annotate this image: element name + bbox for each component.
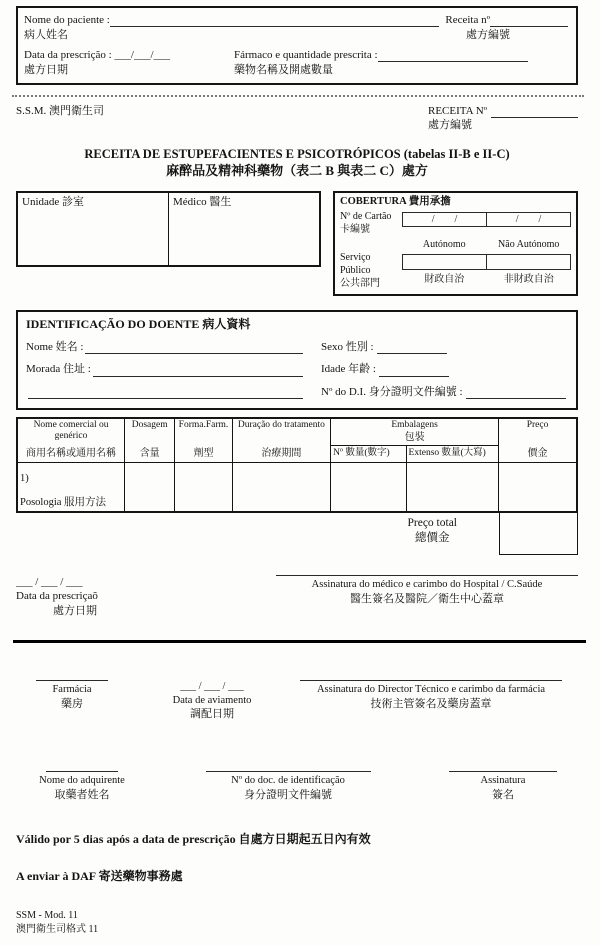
form-model-label-zh: 澳門衛生司格式 11: [16, 923, 99, 935]
prescription-date-label-zh: 處方日期: [53, 604, 97, 617]
acquirer-signature-line: [449, 771, 557, 772]
receita-no-label-zh: 處方編號: [466, 29, 510, 42]
address-label: Morada 住址 :: [26, 363, 91, 376]
pharmacy-block: [16, 680, 128, 722]
dispensing-date-label-pt: Data de aviamento: [172, 694, 252, 706]
name-field: [26, 340, 303, 354]
form-title-pt: RECEITA DE ESTUPEFACIENTES E PSICOTRÓPICOS (tabelas II-B e II-C): [84, 146, 510, 161]
name-label: Nome 姓名 :: [26, 341, 84, 354]
acquirer-id-doc-line: [206, 771, 371, 772]
col-price-pt: Preço: [526, 420, 549, 431]
dispensing-date-label-zh: 調配日期: [190, 708, 234, 721]
med-form-cell: [175, 462, 232, 512]
col-header-duration: [232, 418, 331, 462]
prescription-date-row-zh: [24, 63, 568, 77]
patient-identification-title: IDENTIFICAÇÃO DO DOENTE 病人資料: [26, 316, 251, 331]
col-dosage-zh: 含量: [139, 448, 160, 460]
medication-row-1: [17, 462, 577, 512]
col-duration-zh: 治療期間: [261, 448, 302, 460]
dotted-separator: [12, 95, 584, 97]
acquirer-id-doc-block: [176, 771, 401, 802]
id-doc-field: [321, 385, 566, 399]
form-title-zh: 麻醉品及精神科藥物（表二 B 與表二 C）處方: [166, 163, 428, 179]
acquirer-id-doc-label-pt: Nº do doc. de identificação: [231, 775, 345, 787]
sex-label: Sexo 性別 :: [321, 341, 374, 354]
patient-name-label: Nome do paciente :: [24, 14, 110, 26]
med-duration-cell: [232, 462, 331, 512]
cobertura-title: COBERTURA 費用承擔: [340, 195, 451, 207]
nao-autonomo-checkbox: [487, 254, 572, 270]
doctor-signature-label-zh: 醫生簽名及醫院／衛生中心蓋章: [350, 592, 504, 605]
unidade-cell: [18, 193, 168, 265]
receita-number-block: [428, 104, 578, 133]
pharmacy-row: [16, 680, 578, 722]
cobertura-box: [333, 191, 578, 296]
ssm-org-label: S.S.M. 澳門衛生司: [16, 105, 105, 118]
pharmacy-line: [36, 680, 108, 681]
total-price-labels: [408, 513, 458, 555]
autonomo-checkbox: [402, 254, 487, 270]
form-title: [16, 146, 578, 180]
id-doc-label: Nº do D.I. 身分證明文件編號 :: [321, 385, 463, 398]
acquirer-name-block: [16, 771, 148, 802]
receita-number-line: [491, 105, 578, 118]
patient-name-line: [110, 14, 440, 27]
med-name-cell: [17, 462, 125, 512]
director-signature-label-pt: Assinatura do Director Técnico e carimbo da farmácia: [316, 683, 546, 695]
dispensing-date-block: [142, 680, 282, 722]
card-number-label-pt: Nº de Cartão: [340, 210, 392, 222]
pharmacy-label-pt: Farmácia: [52, 683, 92, 695]
acquirer-name-label-pt: Nome do adquirente: [39, 775, 125, 787]
total-price-row: [16, 513, 578, 555]
name-sex-row: [26, 340, 566, 354]
prescription-date-label: Data da prescrição : ___/___/___: [24, 48, 171, 61]
col-header-name: [17, 418, 125, 462]
acquirer-name-label-zh: 取藥者姓名: [54, 789, 110, 802]
age-label: Idade 年齡 :: [321, 363, 376, 376]
total-price-box: [499, 513, 578, 555]
servico-publico-row: [340, 239, 571, 290]
address-line-2: [28, 386, 303, 399]
table-header-row: [17, 418, 577, 445]
drug-qty-line: [378, 49, 528, 62]
col-name-zh: 商用名稱或通用名稱: [26, 448, 117, 460]
med-row-index: 1): [20, 472, 29, 484]
card-number-labels: [340, 210, 402, 236]
send-to-daf-note: A enviar à DAF 寄送藥物事務處: [16, 868, 183, 883]
director-signature-line: [300, 680, 562, 681]
form-model-label: SSM - Mod. 11: [16, 909, 78, 921]
prescriber-signature-row: [16, 575, 578, 618]
med-qty-numeric-cell: [331, 462, 406, 512]
col-dosage-pt: Dosagem: [131, 420, 168, 431]
prescription-date-slashes: ___ / ___ / ___: [16, 575, 83, 588]
autonomo-grid: [402, 239, 571, 290]
receita-no-label: Receita nº: [445, 14, 490, 26]
age-field: [321, 362, 566, 376]
nao-autonomo-label-zh: 非財政自治: [503, 273, 554, 285]
acquirer-id-doc-label-zh: 身分證明文件編號: [244, 789, 332, 802]
acquirer-signature-label-pt: Assinatura: [480, 775, 526, 787]
address-continuation-field: [26, 386, 303, 399]
doctor-signature-label-pt: Assinatura do médico e carimbo do Hospital / C.Saúde: [311, 578, 543, 590]
col-price-zh: 價金: [527, 448, 548, 460]
ssm-header-row: [16, 104, 578, 133]
dispensing-date-slashes: ___ / ___ / ___: [180, 680, 244, 692]
name-line: [85, 341, 303, 354]
pharmacy-label-zh: 藥房: [61, 697, 83, 710]
doctor-signature-block: [276, 575, 578, 618]
total-price-label-pt: Preço total: [407, 516, 457, 529]
director-signature-block: [292, 680, 570, 722]
col-header-price: [499, 418, 577, 462]
col-packaging-zh: 包裝: [404, 431, 425, 443]
patient-name-row: [24, 13, 568, 27]
med-posologia-label: Posologia 服用方法: [20, 497, 107, 509]
address-field: [26, 362, 303, 376]
col-header-packaging: [331, 418, 499, 445]
acquirer-signature-block: [428, 771, 578, 802]
acquirer-row: [16, 771, 578, 802]
medication-table: [16, 417, 578, 513]
receita-number-label: RECEITA Nº: [428, 105, 488, 118]
section-divider: [13, 640, 586, 643]
sex-line: [377, 341, 447, 354]
col-qty-numeric: Nº 數量(數字): [331, 445, 406, 462]
unidade-label: Unidade 診室: [22, 195, 85, 208]
col-name-pt: Nome comercial ou genérico: [33, 420, 109, 441]
age-line: [379, 364, 449, 377]
sex-field: [321, 340, 566, 354]
col-form-pt: Forma.Farm.: [178, 420, 229, 431]
director-signature-label-zh: 技術主管簽名及藥房蓋章: [370, 697, 492, 710]
drug-qty-label: Fármaco e quantidade prescrita :: [234, 48, 378, 61]
prescription-date-block: [16, 575, 186, 618]
drug-qty-label-zh: 藥物名稱及開處數量: [234, 63, 333, 76]
unit-cobertura-row: [16, 191, 578, 296]
card-number-cell-2: / /: [487, 212, 571, 227]
col-packaging-pt: Embalagens: [391, 420, 438, 431]
prescription-date-label-zh: 處方日期: [24, 63, 68, 76]
prescription-date-row: [24, 48, 568, 62]
patient-identification-box: [16, 310, 578, 410]
patient-summary-box: [16, 6, 578, 85]
col-duration-pt: Duração do tratamento: [237, 420, 325, 431]
col-qty-words: Extenso 數量(大寫): [406, 445, 498, 462]
servico-publico-label-pt: Serviço Público: [340, 251, 371, 276]
medico-cell: [168, 193, 319, 265]
card-number-row: [340, 210, 571, 236]
medico-label: Médico 醫生: [173, 195, 232, 208]
total-price-label-zh: 總價金: [415, 531, 450, 544]
med-price-cell: [499, 462, 577, 512]
validity-note: Válido por 5 dias após a data de prescrição 自處方日期起五日內有效: [16, 832, 371, 847]
address2-id-row: [26, 385, 566, 399]
prescription-date-label-pt: Data da prescriçaõ: [16, 590, 98, 603]
servico-publico-label-zh: 公共部門: [340, 277, 380, 289]
col-header-dosage: [125, 418, 175, 462]
patient-name-label-zh: 病人姓名: [24, 29, 68, 42]
autonomo-label-zh: 財政自治: [424, 273, 465, 285]
med-dosage-cell: [125, 462, 175, 512]
receita-no-line: [490, 14, 568, 27]
card-number-field: [402, 212, 571, 227]
id-doc-line: [466, 386, 566, 399]
receita-number-label-zh: 處方編號: [428, 119, 472, 132]
address-age-row: [26, 362, 566, 376]
unit-medico-box: [16, 191, 321, 267]
nao-autonomo-label: Não Autónomo: [498, 238, 560, 250]
patient-name-row-zh: [24, 28, 568, 42]
col-header-form: [175, 418, 232, 462]
acquirer-signature-label-zh: 簽名: [492, 789, 514, 802]
doctor-signature-line: [276, 575, 578, 576]
receita-number-line-row: [428, 104, 578, 118]
card-number-label-zh: 卡編號: [340, 223, 370, 235]
address-line: [93, 364, 303, 377]
col-form-zh: 劑型: [193, 448, 214, 460]
servico-publico-labels: [340, 239, 402, 290]
med-qty-words-cell: [406, 462, 498, 512]
autonomo-label: Autónomo: [422, 238, 466, 250]
card-number-cell-1: / /: [402, 212, 487, 227]
acquirer-name-line: [46, 771, 118, 772]
